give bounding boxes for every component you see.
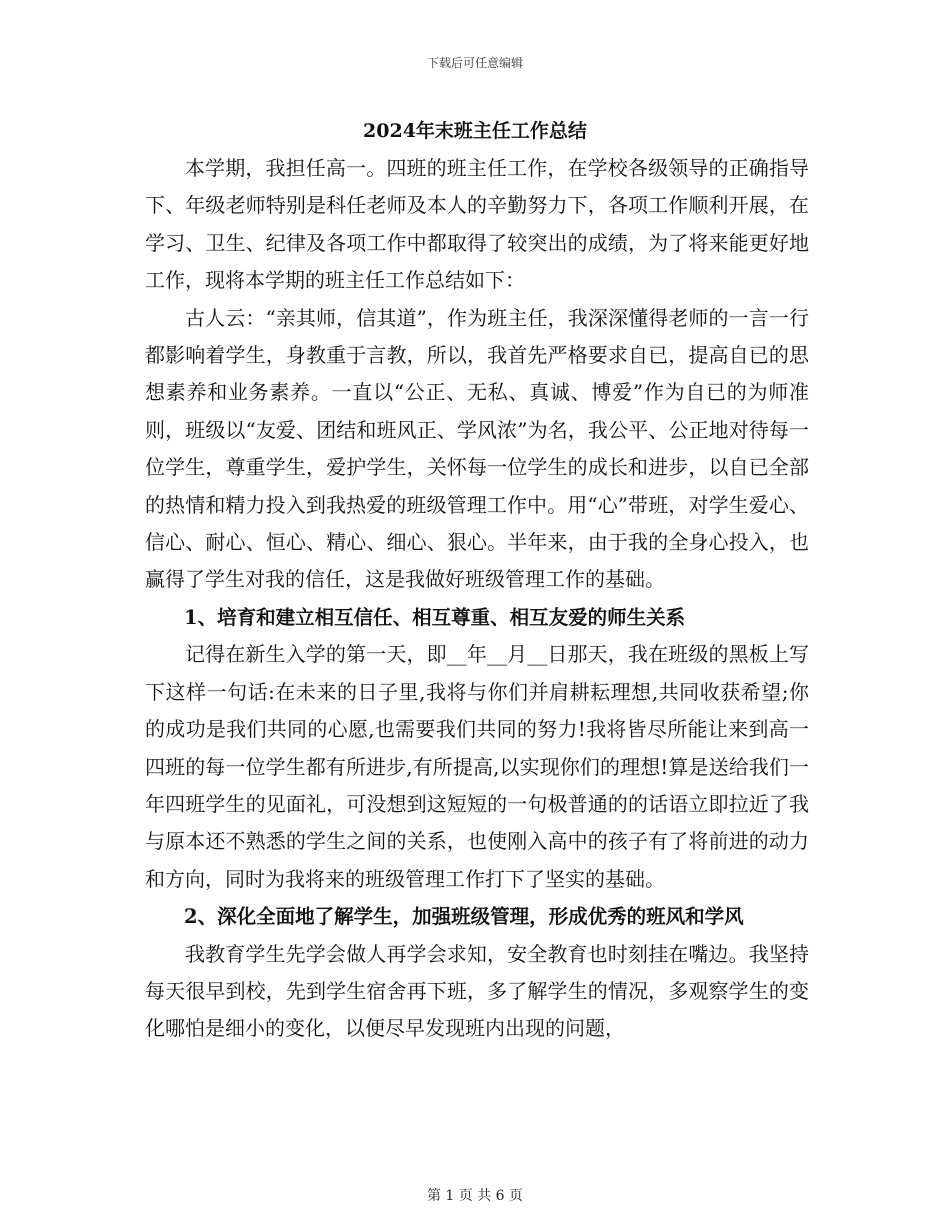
section-heading-2: 2、深化全面地了解学生，加强班级管理，形成优秀的班风和学风 xyxy=(184,905,744,929)
paragraph-intro: 本学期，我担任高一。四班的班主任工作，在学校各级领导的正确指导下、年级老师特别是科任老师及本人的辛勤努力下，各项工作顺利开展，在学习、卫生、纪律及各项工作中都取得了较突出的成绩，为了将来能更好地工作，现将本学期的班主任工作总结如下： xyxy=(145,156,809,293)
paragraph-education: 我教育学生先学会做人再学会求知，安全教育也时刻挂在嘴边。我坚持每天很早到校，先到学生宿舍再下班，多了解学生的情况，多观察学生的变化哪怕是细小的变化，以便尽早发现班内出现的问题， xyxy=(145,941,809,1041)
header-note: 下载后可任意编辑 xyxy=(426,56,523,70)
paragraph-first-day: 记得在新生入学的第一天，即__年__月__日那天，我在班级的黑板上写下这样一句话:在未来的日子里,我将与你们并肩耕耘理想,共同收获希望;你的成功是我们共同的心愿,也需要我们共同的努力!我将皆尽所能让来到高一四班的每一位学生都有所进步,有所提高,以实现你们的理想!算是送给我们一年四班学生的见面礼，可没想到这短短的一句极普通的的话语立即拉近了我与原本还不熟悉的学生之间的关系，也使刚入高中的孩子有了将前进的动力和方向，同时为我将来的班级管理工作打下了坚实的基础。 xyxy=(145,642,809,891)
page-footer: 第 1 页 共 6 页 xyxy=(426,1188,524,1204)
page-title: 2024年末班主任工作总结 xyxy=(363,120,587,142)
section-heading-1: 1、培育和建立相互信任、相互尊重、相互友爱的师生关系 xyxy=(184,605,686,629)
document-body xyxy=(145,150,809,1048)
paragraph-teacher-role: 古人云：“亲其师，信其道”，作为班主任，我深深懂得老师的一言一行都影响着学生，身教重于言教，所以，我首先严格要求自已，提高自已的思想素养和业务素养。一直以“公正、无私、真诚、博爱”作为自已的为师准则，班级以“友爱、团结和班风正、学风浓”为名，我公平、公正地对待每一位学生，尊重学生，爱护学生，关怀每一位学生的成长和进步，以自已全部的热情和精力投入到我热爱的班级管理工作中。用“心”带班，对学生爱心、信心、耐心、恒心、精心、细心、狠心。半年来，由于我的全身心投入，也赢得了学生对我的信任，这是我做好班级管理工作的基础。 xyxy=(145,305,809,592)
